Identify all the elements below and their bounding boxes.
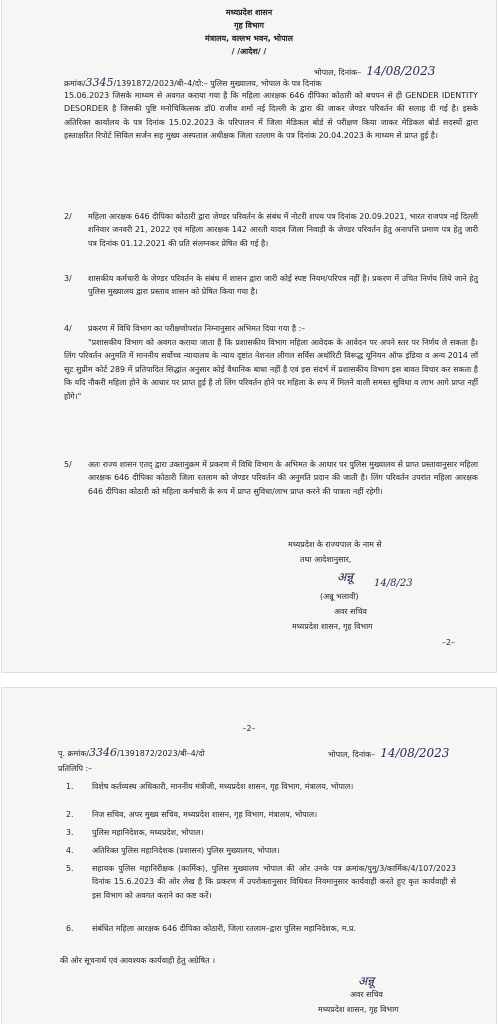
signature-date: 14/8/23 [374,578,413,589]
header-address: मंत्रालय, वल्लभ भवन, भोपाल [205,34,293,43]
place-date-label: भोपाल, दिनांक– [314,68,362,77]
copy-signature: अन्नू [358,974,375,988]
page-number: –2– [242,724,256,733]
ref-prefix: क्रमांक/ [64,79,86,88]
distribution-item-number: 4. [66,846,74,855]
distribution-item-text: पुलिस महानिदेशक, मध्यप्रदेश, भोपाल। [92,828,204,837]
by-order-line: तथा आदेशानुसार, [300,555,352,564]
copy-reference-line [58,746,205,760]
paragraph-1: 15.06.2023 जिसके माध्यम से अवगत कराया गया है कि महिला आरक्षक 646 दीपिका कोठारी को बचपन से ही GENDER IDENTITY DESORDER है जिसकी पुष्टि मनोचिकित्सक डॉ0 राजीव शर्मा नई दिल्ली के द्वारा की जाकर जेण्डर परिवर्तन की सलाह दी गई है। इसके अतिरिक्त कार्यालय के पत्र दिनांक 15.02.2023 के परिपालन में जिला मेडिकल बोर्ड से परीक्षण किया जाकर मेडिकल बोर्ड सदस्यों द्वारा हस्ताक्षरित रिपोर्ट सिविल सर्जन सह मुख्य अस्पताल अधीक्षक जिला रतलाम के पत्र दिनांक 20.04.2023 के माध्यम से प्राप्त हुई है। [64,91,478,141]
signatory-office: मध्यप्रदेश शासन, गृह विभाग [292,622,373,631]
paragraph-3-number: 3/ [64,274,72,283]
distribution-item [2,862,496,922]
legal-opinion-quote: "प्रशासकीय विभाग को अवगत कराया जाता है कि प्रशासकीय विभाग महिला आवेदक के आवेदन पर अपने स्तर पर निर्णय ले सकता है। लिंग परिवर्तन अनुमति में माननीय सर्वोच्च न्यायालय के न्याय दृष्टांत नेशनल लीगल सर्विस अथॉरिटी विरूद्ध यूनियन ऑफ इंडिया व अन्य 2014 लॉ सूट सुप्रीम कोर्ट 289 में प्रतिपादित सिद्धांत अनुसार कोई वैधानिक बाधा नहीं है एवं इस संदर्भ में प्रशासकीय विभाग इस बावत विचार कर सकता है कि यदि नौकरी महिला होने के आधार पर प्राप्त हुई है तो लिंग परिवर्तन होने पर महिला के रूप में मिलने वाली समस्त सुविधा व लाभ आगे प्राप्त नहीं होंगे।" [64,338,478,401]
signatory-name: (अन्नू भलावी) [320,592,359,601]
distribution-item-text: सहायक पुलिस महानिरीक्षक (कार्मिक), पुलिस मुख्यालय भोपाल की ओर उनके पत्र क्रमांक/पुमु/3/कार्मिक/4/107/2023 दिनांक 15.6.2023 की ओर लेख है कि प्रकरण में उपरोक्तानुसार विधिवत नियमानुसार कार्यवाही करते हुए कृत कार्यवाही से इस विभाग को अवगत कराने का कष्ट करें। [92,864,456,900]
copy-ref-rest: /1391872/2023/बी–4/दो [117,749,205,758]
copy-ref-prefix: पृ. क्रमांक/ [58,749,90,758]
header-order-title: / /आदेश/ / [231,47,267,56]
handwritten-ref-number: 3345 [85,76,114,89]
copy-handwritten-date: 14/08/2023 [380,746,450,760]
distribution-item [2,826,496,844]
distribution-item-text: विशेष कर्तव्यस्थ अधिकारी, माननीय मंत्रीजी, मध्यप्रदेश शासन, गृह विभाग, मंत्रालय, भोपाल। [92,782,354,791]
ref-intro: पुलिस मुख्यालय, भोपाल के पत्र दिनांक [210,79,322,88]
copy-signatory-designation: अवर सचिव [350,990,383,999]
distribution-item-number: 1. [66,782,74,791]
signatory-designation: अवर सचिव [334,607,367,616]
forwarding-note: की ओर सूचनार्थ एवं आवश्यक कार्यवाही हेतु अग्रेषित । [60,956,216,965]
distribution-item-number: 3. [66,828,74,837]
distribution-item [2,780,496,808]
distribution-list [2,780,496,950]
distribution-item [2,844,496,862]
distribution-item [2,808,496,826]
paragraph-2-number: 2/ [64,212,72,221]
copy-place-date [328,742,496,761]
copy-to-label: प्रतिलिपि :– [58,764,93,773]
paragraph-4: प्रकरण में विधि विभाग का परीक्षणोपरांत निम्नानुसार अभिमत दिया गया है :– [88,324,306,333]
ref-rest: /1391872/2023/बी–4/दो:– [113,79,208,88]
signature: अन्नू [337,570,354,584]
distribution-item [2,922,496,950]
order-page-1 [2,0,496,672]
distribution-item-text: संबंधित महिला आरक्षक 646 दीपिका कोठारी, जिला रतलाम–द्वारा पुलिस महानिदेशक, म.प्र. [92,924,356,933]
distribution-item-text: निज सचिव, अपर मुख्य सचिव, मध्यप्रदेश शासन, गृह विभाग, मंत्रालय, भोपाल। [92,810,318,819]
paragraph-3: शासकीय कर्मचारी के जेण्डर परिवर्तन के संबंध में शासन द्वारा जारी कोई स्पष्ट नियम/परिपत्र नहीं है। प्रकरण में उचित निर्णय लिये जाने हेतु पुलिस मुख्यालय द्वारा प्रस्ताव शासन को प्रेषित किया गया है। [88,274,478,297]
next-page-marker: –2– [442,638,455,647]
distribution-item-text: अतिरिक्त पुलिस महानिदेशक (प्रशासन) पुलिस मुख्यालय, भोपाल। [92,846,280,855]
paragraph-5: अतः राज्य शासन एतद् द्वारा उक्तानुक्रम में प्रकरण में विधि विभाग के अभिमत के आधार पर पुलिस मुख्यालय से प्राप्त प्रस्तावानुसार महिला आरक्षक 646 दीपिका कोठारी जिला रतलाम को जेण्डर परिवर्तन की अनुमति प्रदान की जाती है। लिंग परिवर्तन उपरांत महिला आरक्षक 646 दीपिका कोठारी को महिला कर्मचारी के रूप में प्राप्त सुविधा/लाभ प्राप्त करने की पात्रता नहीं रहेगी। [88,460,478,496]
paragraph-4-number: 4/ [64,324,72,333]
handwritten-date: 14/08/2023 [366,64,436,78]
handwritten-copy-ref-number: 3346 [89,746,118,759]
paragraph-2: महिला आरक्षक 646 दीपिका कोठारी द्वारा जेण्डर परिवर्तन के संबंध में नोटरी शपथ पत्र दिनांक 20.09.2021, भारत राजपत्र नई दिल्ली शनिवार जनवरी 21, 2022 एवं महिला आरक्षक 142 आरती यादव जिला निवाड़ी के जेण्डर परिवर्तन हेतु अनापत्ति प्रमाण पत्र हेतु जारी पत्र दिनांक 01.12.2021 की प्रति संलग्नकर प्रेषित की गई है। [88,212,478,248]
distribution-item-number: 2. [66,810,74,819]
distribution-item-number: 5. [66,864,74,873]
header-department: गृह विभाग [234,21,264,30]
governor-name-line: मध्यप्रदेश के राज्यपाल के नाम से [288,540,382,549]
distribution-item-number: 6. [66,924,74,933]
paragraph-5-number: 5/ [64,460,72,469]
header-government: मध्यप्रदेश शासन [225,8,273,17]
order-page-2 [2,688,496,1024]
copy-signatory-office: मध्यप्रदेश शासन, गृह विभाग [318,1005,399,1014]
copy-place-date-label: भोपाल, दिनांक– [328,750,376,759]
